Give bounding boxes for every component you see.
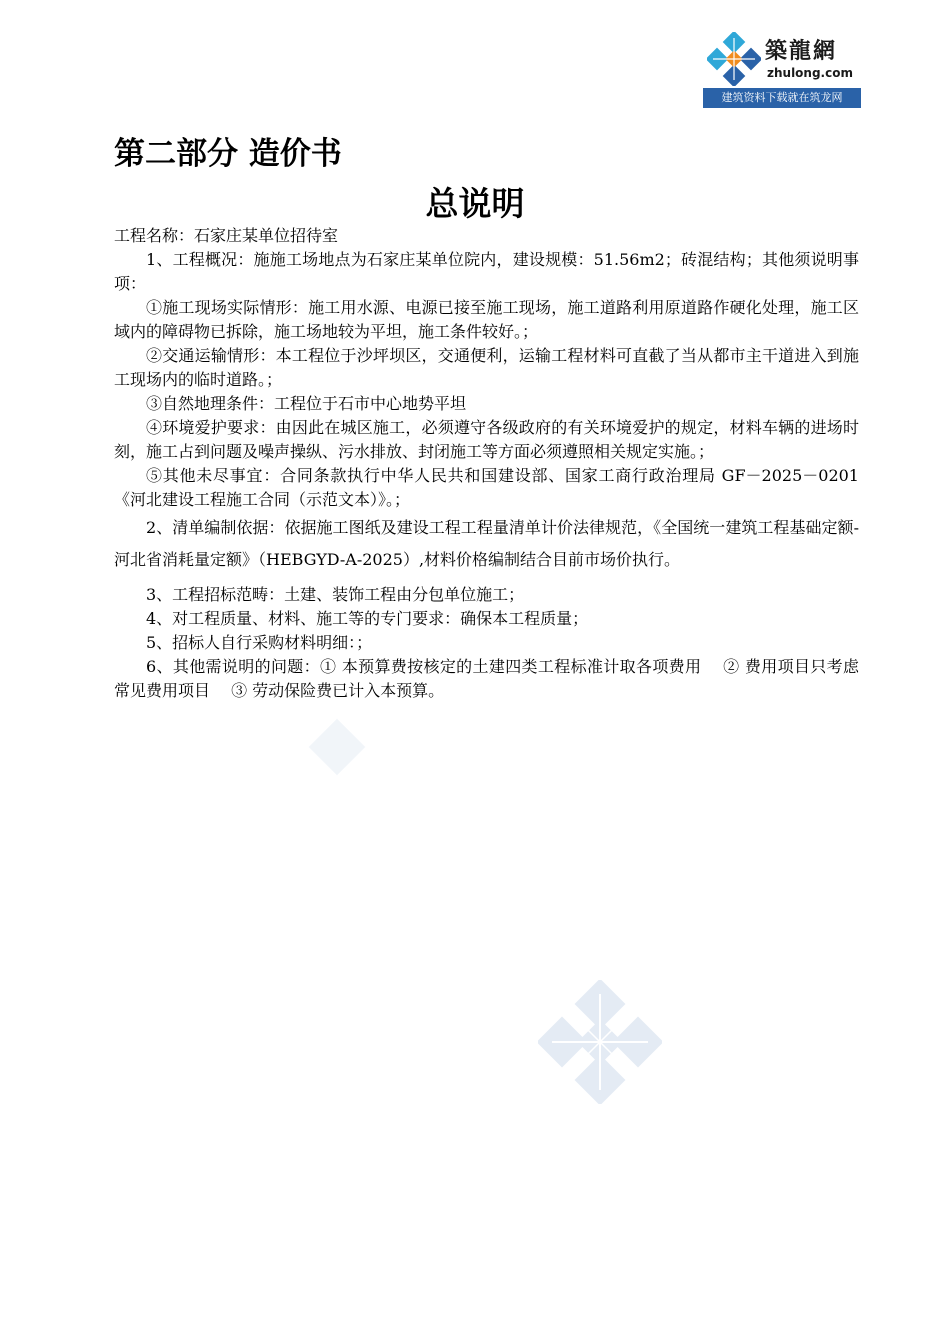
zhulong-logo [703, 28, 861, 108]
tender-scope-paragraph: 3、工程招标范畴：土建、装饰工程由分包单位施工； [146, 585, 525, 604]
logo-name: 築龍網 [765, 38, 838, 64]
watermark-emblem-icon [538, 980, 662, 1104]
logo-domain: zhulong.com [767, 66, 853, 80]
other-matters-paragraph: ⑤其他未尽事宜：合同条款执行中华人民共和国建设部、国家工商行政治理局 GF－2025－0201《河北建设工程施工合同（示范文本）》。； [114, 466, 859, 509]
document-title: 总说明 [425, 184, 525, 223]
bill-basis-paragraph: 2、清单编制依据：依据施工图纸及建设工程工程量清单计价法律规范，《全国统一建筑工程基础定额-河北省消耗量定额》（HEBGYD-A-2025）,材料价格编制结合目前市场价执行。 [114, 518, 859, 569]
watermark-emblem-icon [292, 702, 382, 792]
overview-paragraph: 1、工程概况：施施工场地点为石家庄某单位院内，建设规模：51.56m2；砖混结构；其他须说明事项： [114, 250, 859, 293]
logo-slogan: 建筑资料下载就在筑龙网 [703, 88, 861, 108]
geography-paragraph: ③自然地理条件：工程位于石市中心地势平坦 [146, 394, 467, 413]
logo-top [703, 28, 861, 88]
project-name-line: 工程名称：石家庄某单位招待室 [114, 226, 339, 245]
transport-paragraph: ②交通运输情形：本工程位于沙坪坝区，交通便利，运输工程材料可直截了当从都市主干道进入到施工现场内的临时道路。； [114, 346, 859, 389]
zhulong-emblem-icon [707, 32, 761, 86]
quality-requirement-paragraph: 4、对工程质量、材料、施工等的专门要求：确保本工程质量； [146, 609, 589, 628]
part-title: 第二部分 造价书 [114, 136, 342, 172]
materials-list-paragraph: 5、招标人自行采购材料明细：； [146, 633, 373, 652]
other-notes-paragraph: 6、其他需说明的问题：① 本预算费按核定的土建四类工程标准计取各项费用 ② 费用项目只考虑常见费用项目 ③ 劳动保险费已计入本预算。 [114, 657, 859, 700]
document-body [114, 224, 859, 703]
environment-paragraph: ④环境爱护要求：由因此在城区施工，必须遵守各级政府的有关环境爱护的规定，材料车辆的进场时刻，施工占到问题及噪声操纵、污水排放、封闭施工等方面必须遵照相关规定实施。； [114, 418, 859, 461]
site-condition-paragraph: ①施工现场实际情形：施工用水源、电源已接至施工现场，施工道路利用原道路作硬化处理，施工区域内的障碍物已拆除，施工场地较为平坦，施工条件较好。； [114, 298, 859, 341]
